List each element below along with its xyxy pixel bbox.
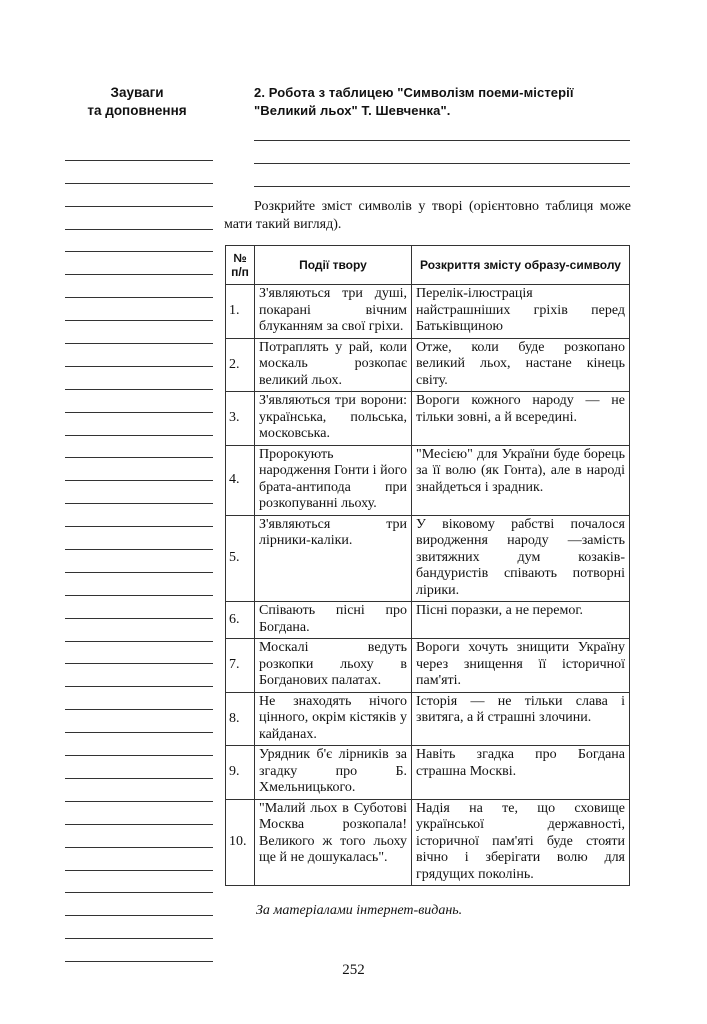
row-event: Урядник б'є лірників за згадку про Б. Хмельницького.: [255, 746, 412, 800]
note-line: [65, 779, 213, 802]
sidebar-title-line1: Зауваги: [110, 85, 164, 100]
row-number: 9.: [226, 746, 255, 800]
note-line: [65, 710, 213, 733]
row-event: Співають пісні про Богдана.: [255, 602, 412, 639]
note-line: [65, 664, 213, 687]
note-line: [65, 756, 213, 779]
note-line: [65, 916, 213, 939]
note-line: [65, 367, 213, 390]
symbols-table: [225, 245, 630, 886]
source-note: За матеріалами інтернет-видань.: [256, 903, 463, 918]
note-line: [65, 619, 213, 642]
row-number: 3.: [226, 392, 255, 446]
note-line: [65, 275, 213, 298]
note-line: [65, 207, 213, 230]
table-row: [226, 445, 630, 515]
note-line: [65, 298, 213, 321]
note-line: [65, 504, 213, 527]
notes-lines: [65, 138, 213, 962]
row-meaning: Пісні поразки, а не перемог.: [412, 602, 630, 639]
row-meaning: Перелік-ілюстрація найстрашніших гріхів перед Батьківщиною: [412, 285, 630, 339]
table-row: [226, 799, 630, 886]
row-meaning: Надія на те, що сховище української державності, історичної пам'яті буде стояти вічно і зберігати волю для грядущих поколінь.: [412, 799, 630, 886]
note-line: [65, 939, 213, 962]
row-number: 7.: [226, 639, 255, 693]
note-line: [65, 573, 213, 596]
row-number: 5.: [226, 515, 255, 602]
row-event: "Малий льох в Суботові Москва розкопала! Великого ж того льоху ще й не дошукалась".: [255, 799, 412, 886]
note-line: [65, 436, 213, 459]
table-row: [226, 392, 630, 446]
note-line: [65, 848, 213, 871]
page-number: 252: [342, 962, 365, 978]
note-line: [65, 138, 213, 161]
note-line: [65, 527, 213, 550]
row-number: 6.: [226, 602, 255, 639]
sidebar-title-line2: та доповнення: [87, 103, 187, 118]
answer-line: [254, 164, 630, 187]
note-line: [65, 687, 213, 710]
table-body: [226, 285, 630, 886]
note-line: [65, 825, 213, 848]
row-meaning: Вороги хочуть знищити Україну через знищення її історичної пам'яті.: [412, 639, 630, 693]
note-line: [65, 458, 213, 481]
note-line: [65, 184, 213, 207]
note-line: [65, 230, 213, 253]
row-meaning: Навіть згадка про Богдана страшна Москві.: [412, 746, 630, 800]
note-line: [65, 802, 213, 825]
answer-line: [254, 141, 630, 164]
note-line: [65, 344, 213, 367]
note-line: [65, 550, 213, 573]
row-number: 4.: [226, 445, 255, 515]
row-number: 2.: [226, 338, 255, 392]
table-row: [226, 746, 630, 800]
header-event: Події твору: [255, 246, 412, 285]
row-meaning: У віковому рабстві почалося виродження народу —замість звитяжних дум козаків-бандуристів співають потворні лірики.: [412, 515, 630, 602]
row-event: Потраплять у рай, коли москаль розкопає великий льох.: [255, 338, 412, 392]
table-row: [226, 602, 630, 639]
row-number: 10.: [226, 799, 255, 886]
note-line: [65, 893, 213, 916]
row-event: З'являються три душі, покарані вічним блуканням за свої гріхи.: [255, 285, 412, 339]
note-line: [65, 413, 213, 436]
note-line: [65, 481, 213, 504]
header-meaning: Розкриття змісту образу-символу: [412, 246, 630, 285]
sidebar-title: [62, 84, 212, 120]
answer-lines: [254, 118, 630, 187]
row-meaning: "Месією" для України буде борець за її волю (як Гонта), але в народі знайдеться і зрадник.: [412, 445, 630, 515]
task-heading: 2. Робота з таблицею "Символізм поеми-містерії "Великий льох" Т. Шевченка".: [254, 85, 574, 118]
note-line: [65, 642, 213, 665]
row-event: З'являються три ворони: українська, польська, московська.: [255, 392, 412, 446]
note-line: [65, 161, 213, 184]
note-line: [65, 733, 213, 756]
table-row: [226, 639, 630, 693]
note-line: [65, 596, 213, 619]
note-line: [65, 252, 213, 275]
table-header-row: [226, 246, 630, 285]
note-line: [65, 321, 213, 344]
row-number: 8.: [226, 692, 255, 746]
table-row: [226, 285, 630, 339]
answer-line: [254, 118, 630, 141]
row-event: З'являються три лірники-каліки.: [255, 515, 412, 602]
row-meaning: Історія — не тільки слава і звитяга, а й страшні злочини.: [412, 692, 630, 746]
table-row: [226, 515, 630, 602]
table-row: [226, 692, 630, 746]
intro-paragraph: Розкрийте зміст символів у творі (орієнтовно таблиця може мати такий вигляд).: [224, 199, 631, 232]
note-line: [65, 871, 213, 894]
row-event: Не знаходять нічого цінного, окрім кістяків у кайданах.: [255, 692, 412, 746]
table-row: [226, 338, 630, 392]
row-meaning: Отже, коли буде розкопано великий льох, настане кінець світу.: [412, 338, 630, 392]
row-number: 1.: [226, 285, 255, 339]
row-event: Пророкують народження Гонти і його брата-антипода при розкопуванні льоху.: [255, 445, 412, 515]
row-meaning: Вороги кожного народу — не тільки зовні, а й всередині.: [412, 392, 630, 446]
row-event: Москалі ведуть розкопки льоху в Богданових палатах.: [255, 639, 412, 693]
header-num: № п/п: [226, 246, 255, 285]
note-line: [65, 390, 213, 413]
